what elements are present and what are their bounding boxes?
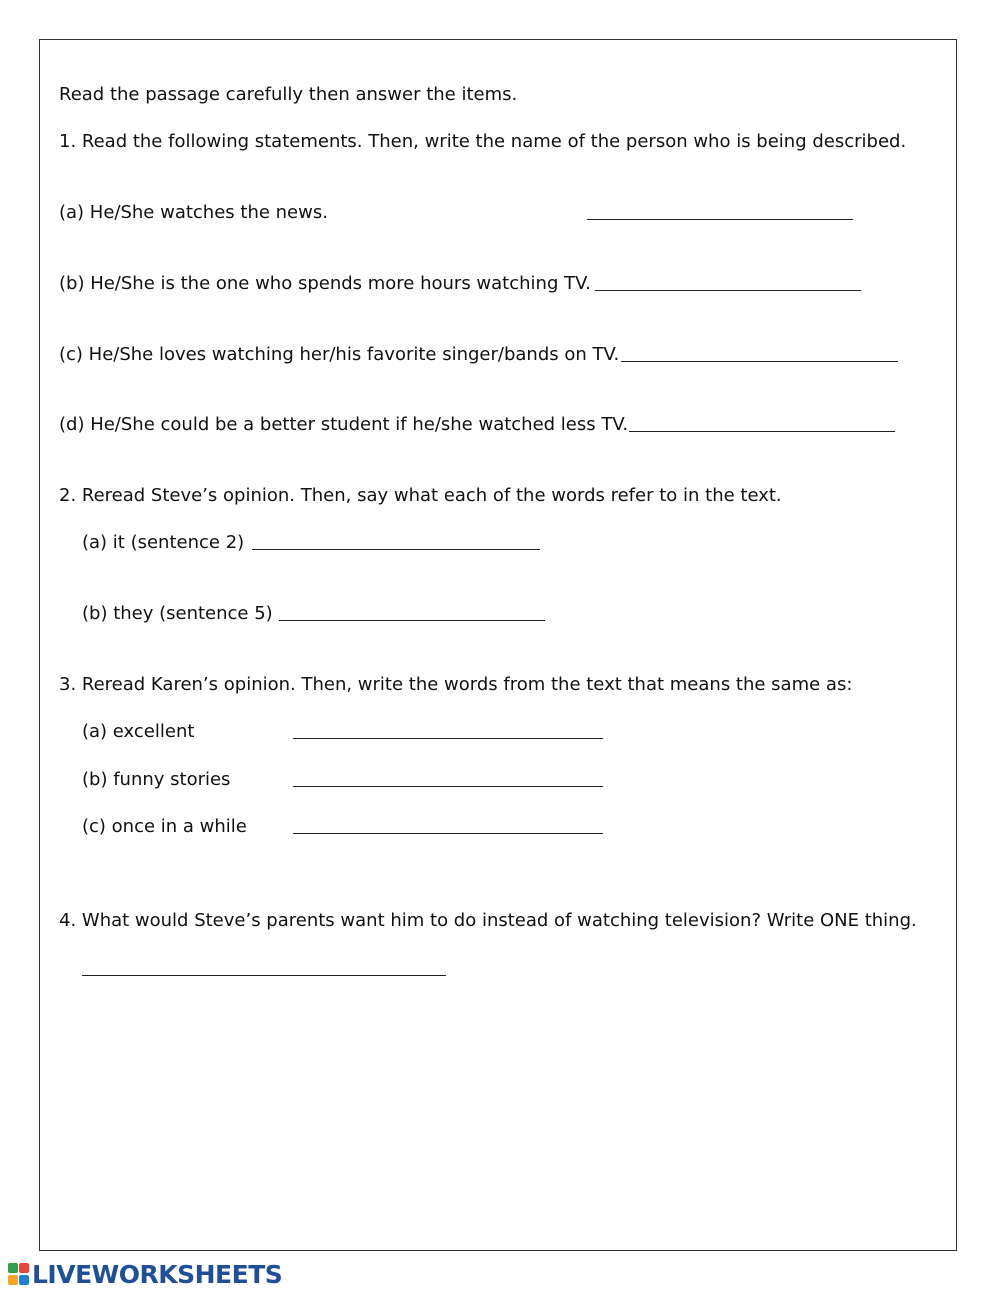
question-3c-text: (c) once in a while (82, 816, 247, 837)
question-2-prompt: 2. Reread Steve’s opinion. Then, say what each of the words refer to in the text. (59, 485, 782, 506)
question-4-answer-blank[interactable] (82, 975, 446, 976)
liveworksheets-logo-text: LIVEWORKSHEETS (32, 1259, 283, 1289)
question-3a-text: (a) excellent (82, 721, 195, 742)
question-1d-text: (d) He/She could be a better student if he/she watched less TV. (59, 414, 629, 435)
question-1a-text: (a) He/She watches the news. (59, 202, 328, 223)
question-2b-text: (b) they (sentence 5) (82, 603, 273, 624)
liveworksheets-logo-icon (8, 1262, 30, 1286)
question-2a-text: (a) it (sentence 2) (82, 532, 245, 553)
question-1c-text: (c) He/She loves watching her/his favorite singer/bands on TV. (59, 344, 620, 365)
question-1d-answer-blank[interactable] (629, 431, 895, 432)
question-1a-answer-blank[interactable] (587, 219, 853, 220)
question-1b-answer-blank[interactable] (595, 290, 861, 291)
liveworksheets-logo[interactable] (8, 1260, 282, 1288)
question-3c-answer-blank[interactable] (293, 833, 603, 834)
question-3b-answer-blank[interactable] (293, 786, 603, 787)
question-3a-answer-blank[interactable] (293, 738, 603, 739)
question-3-prompt: 3. Reread Karen’s opinion. Then, write the words from the text that means the same as: (59, 674, 853, 695)
question-2b-answer-blank[interactable] (279, 620, 545, 621)
instructions-text: Read the passage carefully then answer the items. (59, 84, 518, 105)
question-1-prompt: 1. Read the following statements. Then, write the name of the person who is being described. (59, 131, 907, 152)
question-1b-text: (b) He/She is the one who spends more hours watching TV. (59, 273, 591, 294)
question-1c-answer-blank[interactable] (621, 361, 898, 362)
question-2a-answer-blank[interactable] (252, 549, 540, 550)
question-3b-text: (b) funny stories (82, 769, 231, 790)
question-4-prompt: 4. What would Steve’s parents want him to do instead of watching television? Write ONE thing. (59, 910, 917, 931)
